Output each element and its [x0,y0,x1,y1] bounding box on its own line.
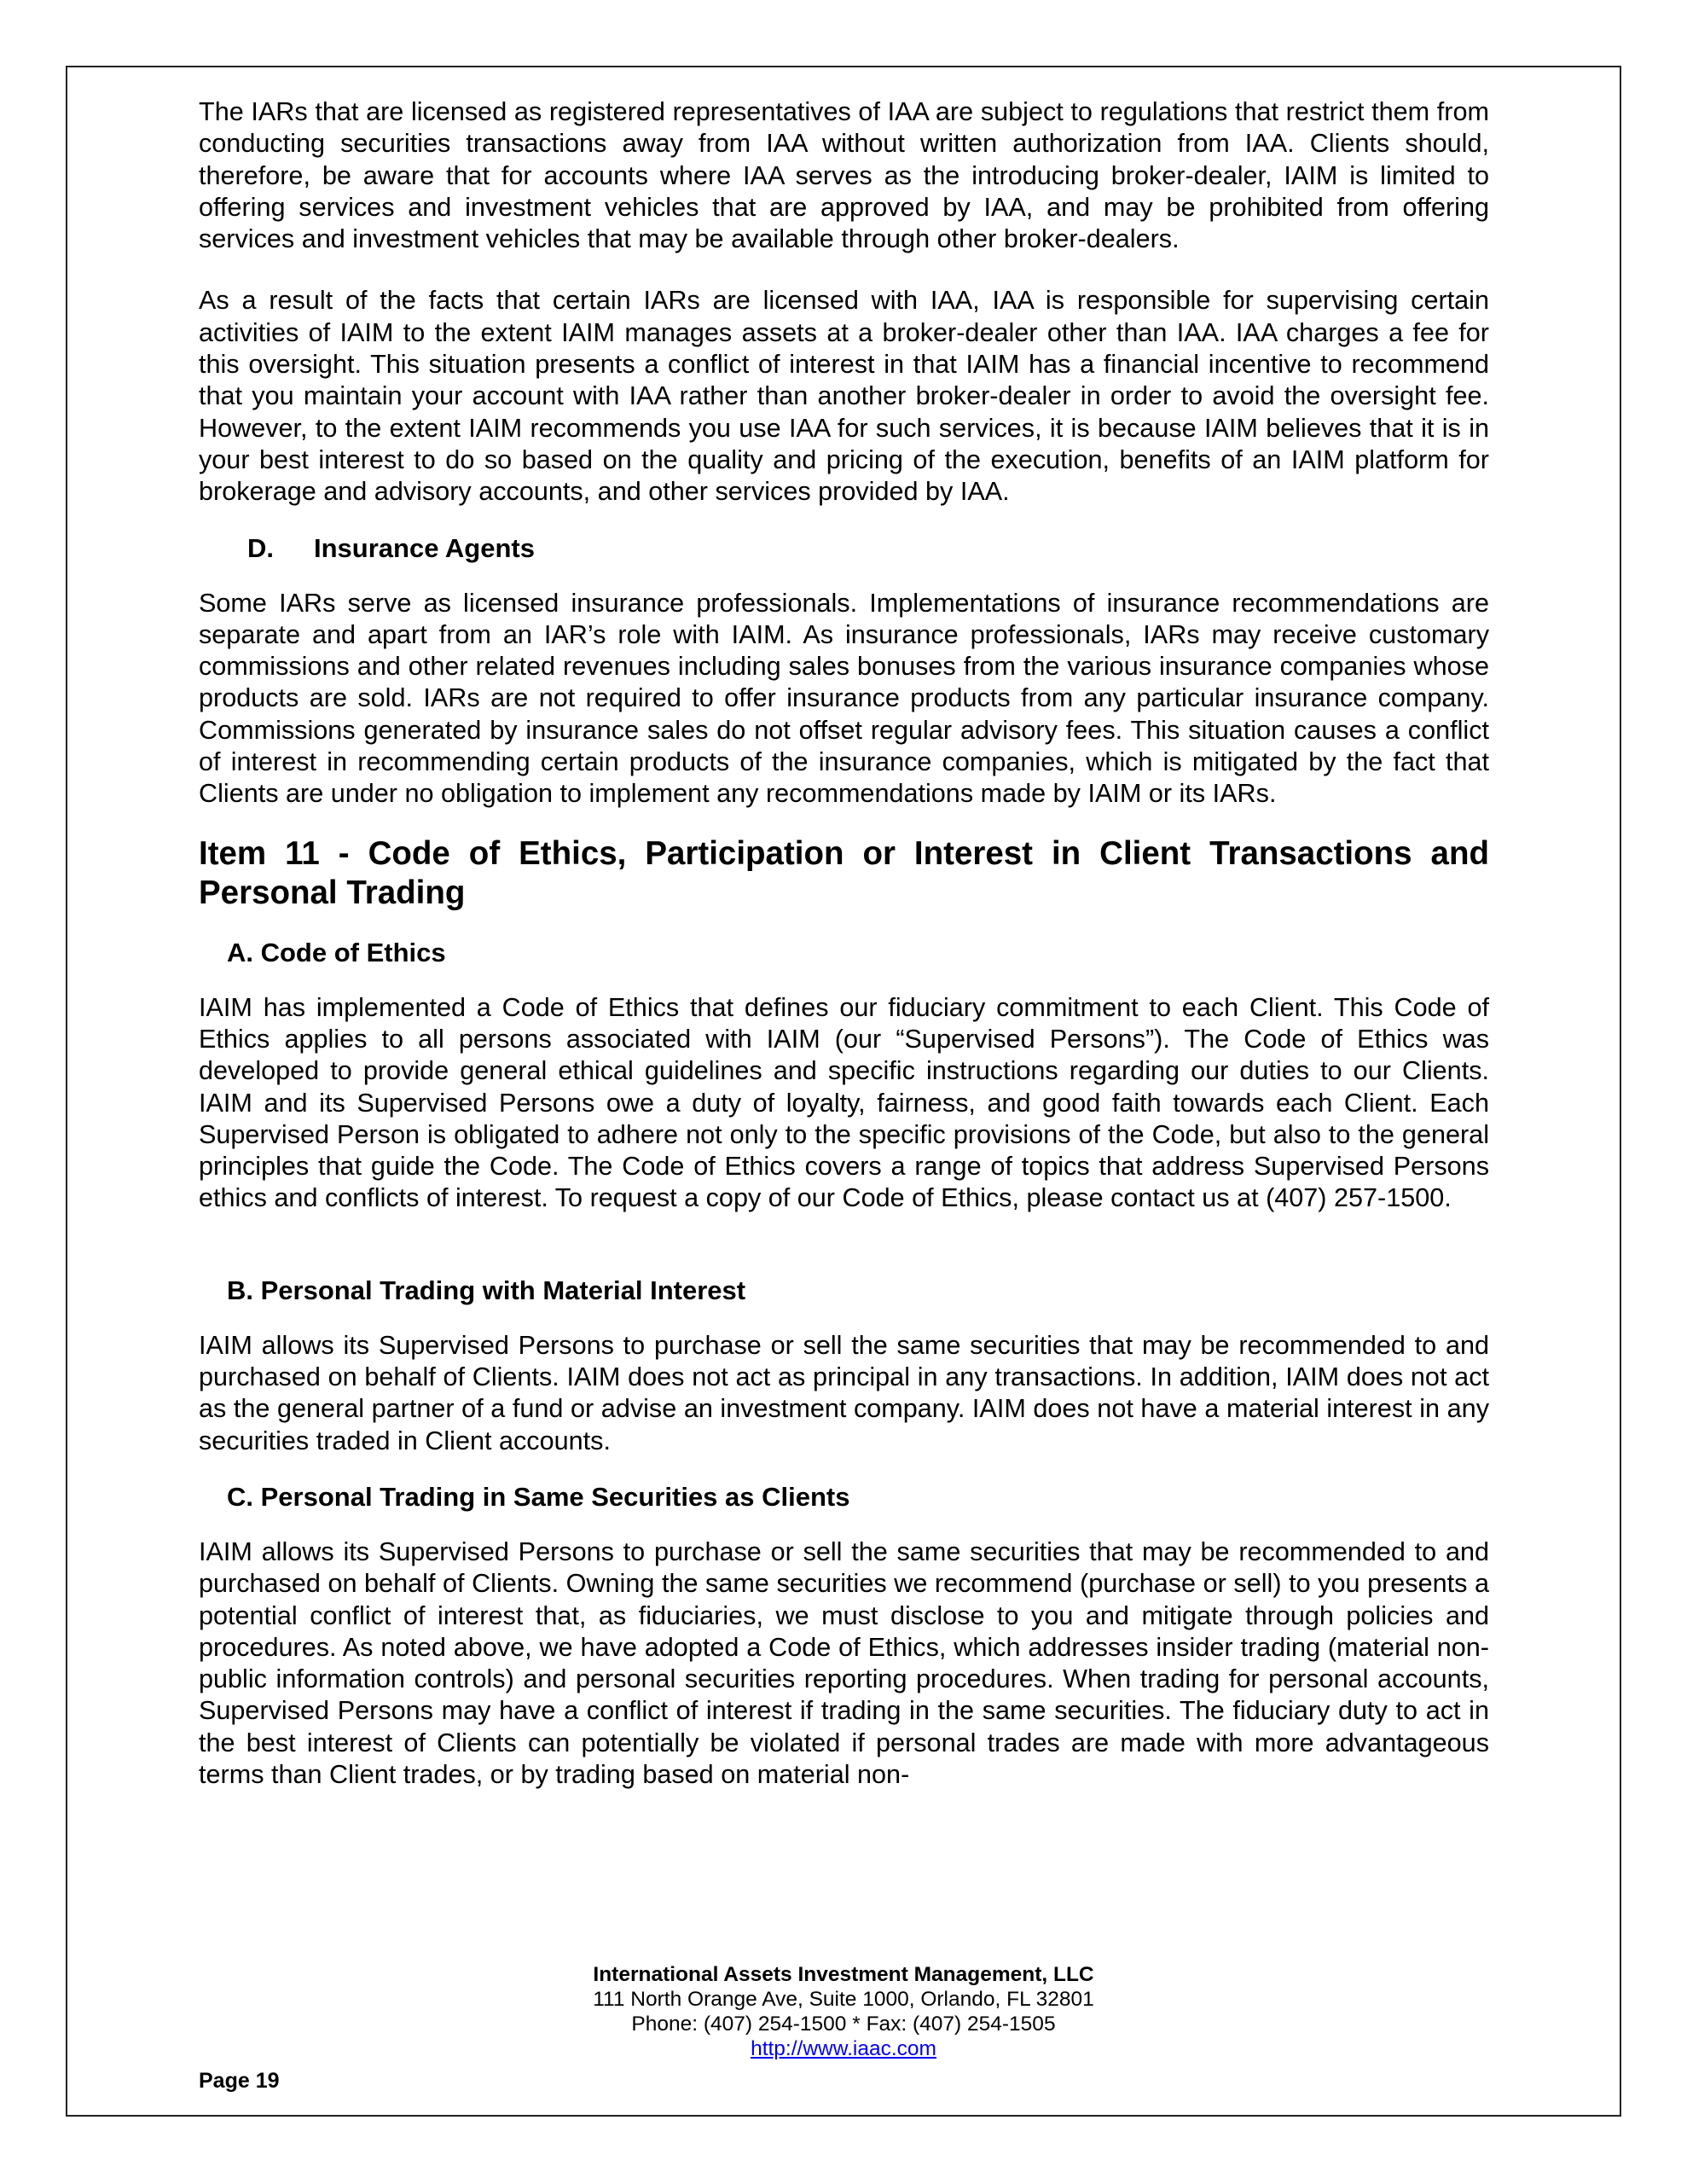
footer-phone-fax: Phone: (407) 254-1500 * Fax: (407) 254-1505 [631,2013,1056,2036]
paragraph-iar-registered-reps: The IARs that are licensed as registered representatives of IAA are subject to regulations that restrict them from conducting securities transactions away from IAA without written authorization from IAA. Clients should, therefore, be aware that for accounts where IAA serves as the introducing broker-dealer, IAIM is limited to offering services and investment vehicles that are approved by IAA, and may be prohibited from offering services and investment vehicles that may be available through other broker-dealers. [199,97,1489,254]
paragraph-insurance-agents: Some IARs serve as licensed insurance professionals. Implementations of insurance recommendations are separate and apart from an IAR’s role with IAIM. As insurance professionals, IARs may receive customary commissions and other related revenues including sales bonuses from the various insurance companies whose products are sold. IARs are not required to offer insurance products from any particular insurance company. Commissions generated by insurance sales do not offset regular advisory fees. This situation causes a conflict of interest in recommending certain products of the insurance companies, which is mitigated by the fact that Clients are under no obligation to implement any recommendations made by IAIM or its IARs. [199,588,1489,809]
heading-insurance-agents [199,532,1489,564]
heading-letter: D. [247,532,274,563]
page-footer [0,1962,1687,2061]
footer-company-name: International Assets Investment Management, LLC [593,1963,1094,1986]
footer-address: 111 North Orange Ave, Suite 1000, Orlando, FL 32801 [593,1988,1094,2011]
page-number: Page 19 [199,2069,280,2093]
heading-text: Insurance Agents [314,532,535,563]
page-content [199,96,1489,1791]
heading-personal-trading-same-securities: C. Personal Trading in Same Securities as Clients [227,1481,850,1512]
heading-code-of-ethics: A. Code of Ethics [227,937,446,967]
heading-personal-trading-material-interest: B. Personal Trading with Material Interest [227,1275,746,1305]
paragraph-iaa-supervision: As a result of the facts that certain IARs are licensed with IAA, IAA is responsible for supervising certain activities of IAIM to the extent IAIM manages assets at a broker-dealer other than IAA. IAA charges a fee for this oversight. This situation presents a conflict of interest in that IAIM has a financial incentive to recommend that you maintain your account with IAA rather than another broker-dealer in order to avoid the oversight fee. However, to the extent IAIM recommends you use IAA for such services, it is because IAIM believes that it is in your best interest to do so based on the quality and pricing of the execution, benefits of an IAIM platform for brokerage and advisory accounts, and other services provided by IAA. [199,286,1489,507]
item-11-heading: Item 11 - Code of Ethics, Participation or Interest in Client Transactions and Personal Trading [199,834,1489,911]
footer-website-link[interactable]: http://www.iaac.com [751,2037,936,2060]
paragraph-code-of-ethics: IAIM has implemented a Code of Ethics that defines our fiduciary commitment to each Client. This Code of Ethics applies to all persons associated with IAIM (our “Supervised Persons”). The Code of Ethics was developed to provide general ethical guidelines and specific instructions regarding our duties to our Clients. IAIM and its Supervised Persons owe a duty of loyalty, fairness, and good faith towards each Client. Each Supervised Person is obligated to adhere not only to the specific provisions of the Code, but also to the general principles that guide the Code. The Code of Ethics covers a range of topics that address Supervised Persons ethics and conflicts of interest. To request a copy of our Code of Ethics, please contact us at (407) 257-1500. [199,992,1489,1213]
paragraph-personal-trading-same-securities: IAIM allows its Supervised Persons to purchase or sell the same securities that may be recommended to and purchased on behalf of Clients. Owning the same securities we recommend (purchase or sell) to you presents a potential conflict of interest that, as fiduciaries, we must disclose to you and mitigate through policies and procedures. As noted above, we have adopted a Code of Ethics, which addresses insider trading (material non-public information controls) and personal securities reporting procedures. When trading for personal accounts, Supervised Persons may have a conflict of interest if trading in the same securities. The fiduciary duty to act in the best interest of Clients can potentially be violated if personal trades are made with more advantageous terms than Client trades, or by trading based on material non- [199,1536,1489,1789]
paragraph-personal-trading-material-interest: IAIM allows its Supervised Persons to purchase or sell the same securities that may be recommended to and purchased on behalf of Clients. IAIM does not act as principal in any transactions. In addition, IAIM does not act as the general partner of a fund or advise an investment company. IAIM does not have a material interest in any securities traded in Client accounts. [199,1330,1489,1455]
